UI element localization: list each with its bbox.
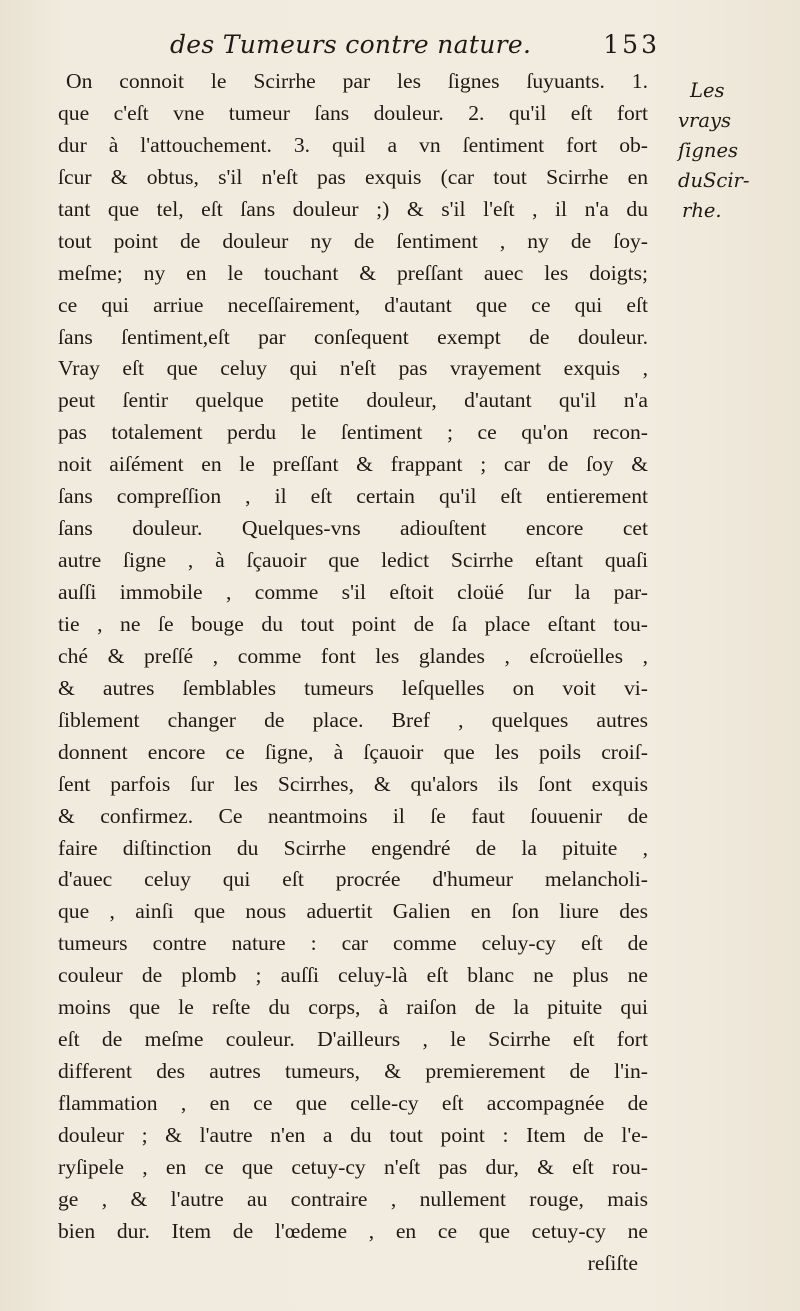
text-line: & autres ſemblables tumeurs leſquelles on voit vi- [58, 675, 648, 700]
text-line: peut ſentir quelque petite douleur, d'autant qu'il n'a [58, 388, 648, 413]
text-line: pas totalement perdu le ſentiment ; ce qu'on recon- [58, 420, 648, 445]
margin-note-line: Les [690, 79, 725, 102]
text-line: meſme; ny en le touchant & preſſant auec les doigts; [58, 260, 648, 285]
text-line: ſans douleur. Quelques-vns adiouſtent encore cet [58, 516, 648, 541]
text-line: faire diſtinction du Scirrhe engendré de la pituite , [58, 835, 648, 860]
running-title: des Tumeurs contre nature. [170, 30, 532, 59]
margin-note-line: rhe. [682, 199, 722, 222]
text-line: flammation , en ce que celle-cy eſt accompagnée de [58, 1091, 648, 1115]
text-line: tant que tel, eſt ſans douleur ;) & s'il l'eſt , il n'a du [58, 196, 648, 221]
text-line: que c'eſt vne tumeur ſans douleur. 2. qu'il eſt fort [58, 100, 648, 125]
text-line: auſſi immobile , comme s'il eſtoit cloüé ſur la par- [58, 580, 648, 604]
text-line: & confirmez. Ce neantmoins il ſe faut ſouuenir de [58, 803, 648, 828]
text-line: couleur de plomb ; auſſi celuy-là eſt blanc ne plus ne [58, 963, 648, 988]
text-line: ſans compreſſion , il eſt certain qu'il eſt entierement [58, 484, 648, 509]
text-line: ce qui arriue neceſſairement, d'autant que ce qui eſt [58, 292, 648, 317]
text-line: ſiblement changer de place. Bref , quelques autres [58, 707, 648, 732]
margin-note-line: duScir- [678, 169, 750, 192]
text-line: dur à l'attouchement. 3. quil a vn ſentiment fort ob- [58, 132, 648, 157]
page-number: 153 [603, 30, 660, 59]
text-line: different des autres tumeurs, & premierement de l'in- [58, 1059, 648, 1084]
text-line: tumeurs contre nature : car comme celuy-cy eſt de [58, 931, 648, 956]
text-line: que , ainſi que nous aduertit Galien en ſon liure des [58, 899, 648, 924]
body-text [58, 66, 648, 1280]
margin-note-line: ſignes [678, 139, 739, 162]
text-line: noit aiſément en le preſſant & frappant ; car de ſoy & [58, 452, 648, 477]
text-line: ſcur & obtus, s'il n'eſt pas exquis (car tout Scirrhe en [58, 164, 648, 189]
text-line: Vray eſt que celuy qui n'eſt pas vrayement exquis , [58, 356, 648, 381]
text-line: moins que le reſte du corps, à raiſon de la pituite qui [58, 995, 648, 1020]
margin-note-line: vrays [678, 109, 731, 132]
page-header [170, 30, 660, 64]
text-line: ſans ſentiment,eſt par conſequent exempt de douleur. [58, 324, 648, 349]
text-line: On connoit le Scirrhe par les ſignes ſuyuants. 1. [66, 69, 648, 93]
text-line: reſiſte [587, 1250, 638, 1275]
text-line: ryſipele , en ce que cetuy-cy n'eſt pas dur, & eſt rou- [58, 1154, 648, 1179]
text-line: autre ſigne , à ſçauoir que ledict Scirrhe eſtant quaſi [58, 548, 648, 573]
text-line: tie , ne ſe bouge du tout point de ſa place eſtant tou- [58, 611, 648, 636]
text-line: ché & preſſé , comme font les glandes , eſcroüelles , [58, 643, 648, 668]
text-line: d'auec celuy qui eſt procrée d'humeur melancholi- [58, 867, 648, 892]
margin-note [672, 76, 792, 226]
text-line: donnent encore ce ſigne, à ſçauoir que les poils croiſ- [58, 739, 648, 764]
text-line: bien dur. Item de l'œdeme , en ce que cetuy-cy ne [58, 1218, 648, 1243]
text-line: ge , & l'autre au contraire , nullement rouge, mais [58, 1186, 648, 1211]
text-line: eſt de meſme couleur. D'ailleurs , le Scirrhe eſt fort [58, 1027, 648, 1052]
text-line: douleur ; & l'autre n'en a du tout point : Item de l'e- [58, 1122, 648, 1147]
text-line: ſent parfois ſur les Scirrhes, & qu'alors ils ſont exquis [58, 771, 648, 796]
text-line: tout point de douleur ny de ſentiment , ny de ſoy- [58, 228, 648, 253]
